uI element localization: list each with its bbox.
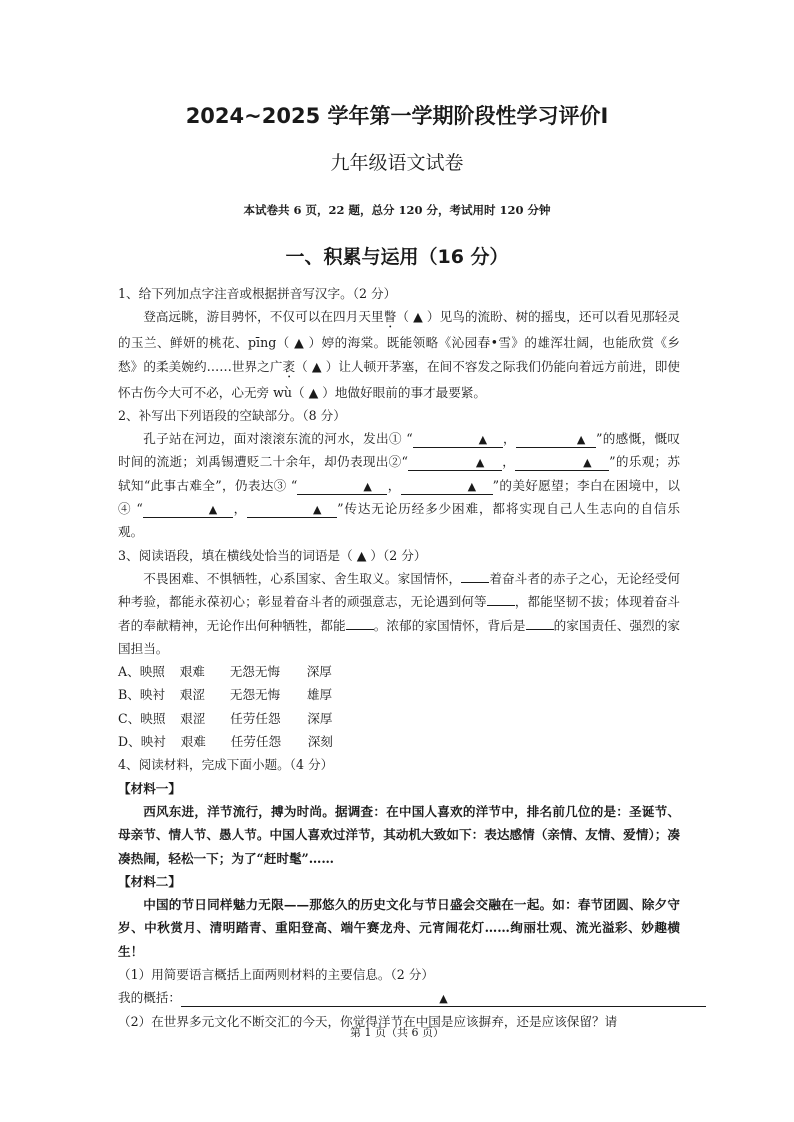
option-letter: D、	[118, 734, 141, 750]
q3-options	[118, 660, 680, 753]
q1-passage	[118, 305, 680, 404]
option-word: 艰难	[180, 734, 206, 750]
answer-marker: ▲	[475, 456, 485, 470]
option-word: 任劳任怨	[230, 734, 282, 750]
option-word: 无怨无悔	[229, 687, 281, 703]
option-word: 映照	[140, 710, 166, 726]
answer-marker: ▲	[313, 503, 322, 517]
section-heading: 一、积累与运用（16 分）	[285, 246, 509, 268]
answer-marker: ▲	[467, 479, 477, 493]
q1-stem: 1、给下列加点字注音或根据拼音写汉字。（2 分）	[118, 286, 397, 301]
option-word: 艰涩	[180, 710, 206, 726]
q2-stem: 2、补写出下列语段的空缺部分。（8 分）	[118, 407, 346, 423]
q2-text-1: 孔子站在河边，面对滚滚东流的河水，发出① “	[143, 431, 413, 447]
option-word: 映衬	[139, 687, 166, 703]
q2-text-2: ”的感慨，慨叹时间的流逝；刘禹锡遭贬二十余年，却仍表现出②“	[118, 431, 680, 470]
answer-marker: ▲	[576, 433, 586, 447]
q3-blank-4[interactable]	[526, 629, 554, 630]
q3-stem: 3、阅读语段，填在横线处恰当的词语是（ ▲ ）（2 分）	[118, 547, 427, 563]
q3-option-c[interactable]	[118, 707, 680, 730]
q2-blank-3a[interactable]	[297, 479, 387, 495]
q2-blank-2a[interactable]	[408, 455, 502, 471]
option-word: 深厚	[306, 664, 332, 680]
option-word: 任劳任怨	[230, 710, 281, 726]
material-1-text: 西风东进，洋节流行，搏为时尚。据调查：在中国人喜欢的洋节中，排名前几位的是：圣诞节、母亲节、情人节、愚人节。中国人喜欢过洋节，其动机大致如下：表达感情（亲情、友情、爱情）；凑凑热闹，轻松一下；为了“赶时髦”……	[118, 803, 680, 866]
q2-blank-1b[interactable]	[516, 432, 596, 448]
q2-blank-4a[interactable]	[143, 502, 233, 518]
summary-row	[118, 986, 680, 1009]
exam-subtitle: 九年级语文试卷	[330, 152, 464, 174]
q2-blank-2b[interactable]	[515, 455, 609, 471]
q2-blank-4b[interactable]	[247, 502, 337, 518]
q2-blank-3b[interactable]	[401, 479, 493, 495]
q2-blank-1a[interactable]	[413, 432, 503, 448]
q3-blank-3[interactable]	[346, 629, 374, 630]
q2-passage: 孔子站在河边，面对滚滚东流的河水，发出① “ ▲ ， ▲ ”的感慨，慨叹时间的流逝；刘禹锡遭贬二十余年，却仍表现出②“ ▲ ， ▲ ”的乐观；苏轼知“此事古难全”，仍表达③ “ ▲ ， ▲ ”的美好愿望；李白在困境中，以④ “ ▲ ， ▲ ”传达无论历经多少困难，都将实现自己人生志向的自信乐观。	[118, 431, 680, 540]
q3-option-a[interactable]	[118, 660, 680, 683]
answer-marker: ▲	[208, 503, 218, 517]
exam-info: 本试卷共 6 页，22 题，总分 120 分，考试用时 120 分钟	[243, 203, 551, 217]
option-word: 雄厚	[306, 687, 333, 703]
summary-answer-line[interactable]	[181, 991, 706, 1007]
q4-stem: 4、阅读材料，完成下面小题。（4 分）	[118, 757, 334, 773]
answer-marker: ▲	[583, 456, 592, 470]
summary-label: 我的概括：	[118, 990, 181, 1006]
q1-text-b: （ ▲ ）见鸟的流盼、树的摇曳，还可以看见那轻灵的玉兰、鲜妍的桃花、pīng（ ▲ ）婷的海棠。既能领略《沁园春•雪》的雄浑壮阔，也能欣赏《乡愁》的柔美婉约……世界之广	[118, 309, 681, 374]
material-2-text: 中国的节日同样魅力无限——那悠久的历史文化与节日盛会交融在一起。如：春节团圆、除夕守岁、中秋赏月、清明踏青、重阳登高、端午赛龙舟、元宵闹花灯……绚丽壮观、流光溢彩、妙趣横生！	[118, 897, 680, 959]
page-footer: 第 1 页（共 6 页）	[350, 1026, 444, 1039]
q2-text-3: ”的乐观；苏轼知“此事古难全”，仍表达③ “	[118, 454, 680, 493]
exam-title: 2024~2025 学年第一学期阶段性学习评价Ⅰ	[185, 104, 609, 128]
q4-sub2: （2）在世界多元文化不断交汇的今天，你觉得洋节在中国是应该摒弃，还是应该保留？请	[118, 1013, 618, 1029]
option-letter: C、	[118, 710, 141, 726]
option-word: 艰涩	[179, 687, 206, 703]
q3-option-d[interactable]	[118, 730, 680, 753]
option-letter: B、	[118, 687, 140, 703]
option-word: 映衬	[140, 734, 166, 750]
q2-text-4: ”的美好愿望；李白在困境中，以④ “	[118, 477, 680, 517]
q4-sub1: （1）用简要语言概括上面两则材料的主要信息。（2 分）	[118, 967, 434, 983]
q2-text-5: ”传达无论历经多少困难，都将实现自己人生志向的自信乐观。	[118, 501, 680, 540]
answer-marker: ▲	[363, 479, 372, 493]
answer-marker: ▲	[478, 433, 488, 447]
q3-blank-1[interactable]	[461, 582, 489, 583]
q3-option-b[interactable]	[118, 683, 680, 706]
answer-marker: ▲	[439, 992, 448, 1006]
option-word: 深刻	[307, 734, 333, 750]
q1-dotted-char-1: 瞥	[383, 309, 397, 325]
option-word: 无怨无悔	[229, 664, 281, 680]
q1-dotted-char-2: 袤	[282, 358, 296, 374]
option-word: 深厚	[307, 710, 333, 726]
q1-text-c: （ ▲ ）让人顿开茅塞，在间不容发之际我们仍能向着远方前进，即使怀古伤今大可不必，心无旁 wù（ ▲ ）地做好眼前的事才最要紧。	[118, 358, 681, 400]
option-letter: A、	[118, 664, 140, 680]
material-1-label: 【材料一】	[118, 780, 181, 796]
option-word: 映照	[139, 664, 165, 680]
exam-content	[118, 282, 680, 1033]
material-2-label: 【材料二】	[118, 873, 181, 889]
q1-text-a: 登高远眺，游目骋怀，不仅可以在四月天里	[143, 309, 384, 325]
q3-blank-2[interactable]	[487, 605, 515, 606]
option-word: 艰难	[179, 664, 205, 680]
q3-passage: 不畏困难、不惧牺牲，心系国家、舍生取义。家国情怀， 着奋斗者的赤子之心，无论经受何种考验，都能永葆初心；彰显着奋斗者的顽强意志，无论遇到何等 ，都能坚韧不拔；体现着奋斗者的奉献精神，无论作出何种牺牲，都能 。浓郁的家国情怀，背后是 的家国责任、强烈的家国担当。	[118, 570, 681, 656]
